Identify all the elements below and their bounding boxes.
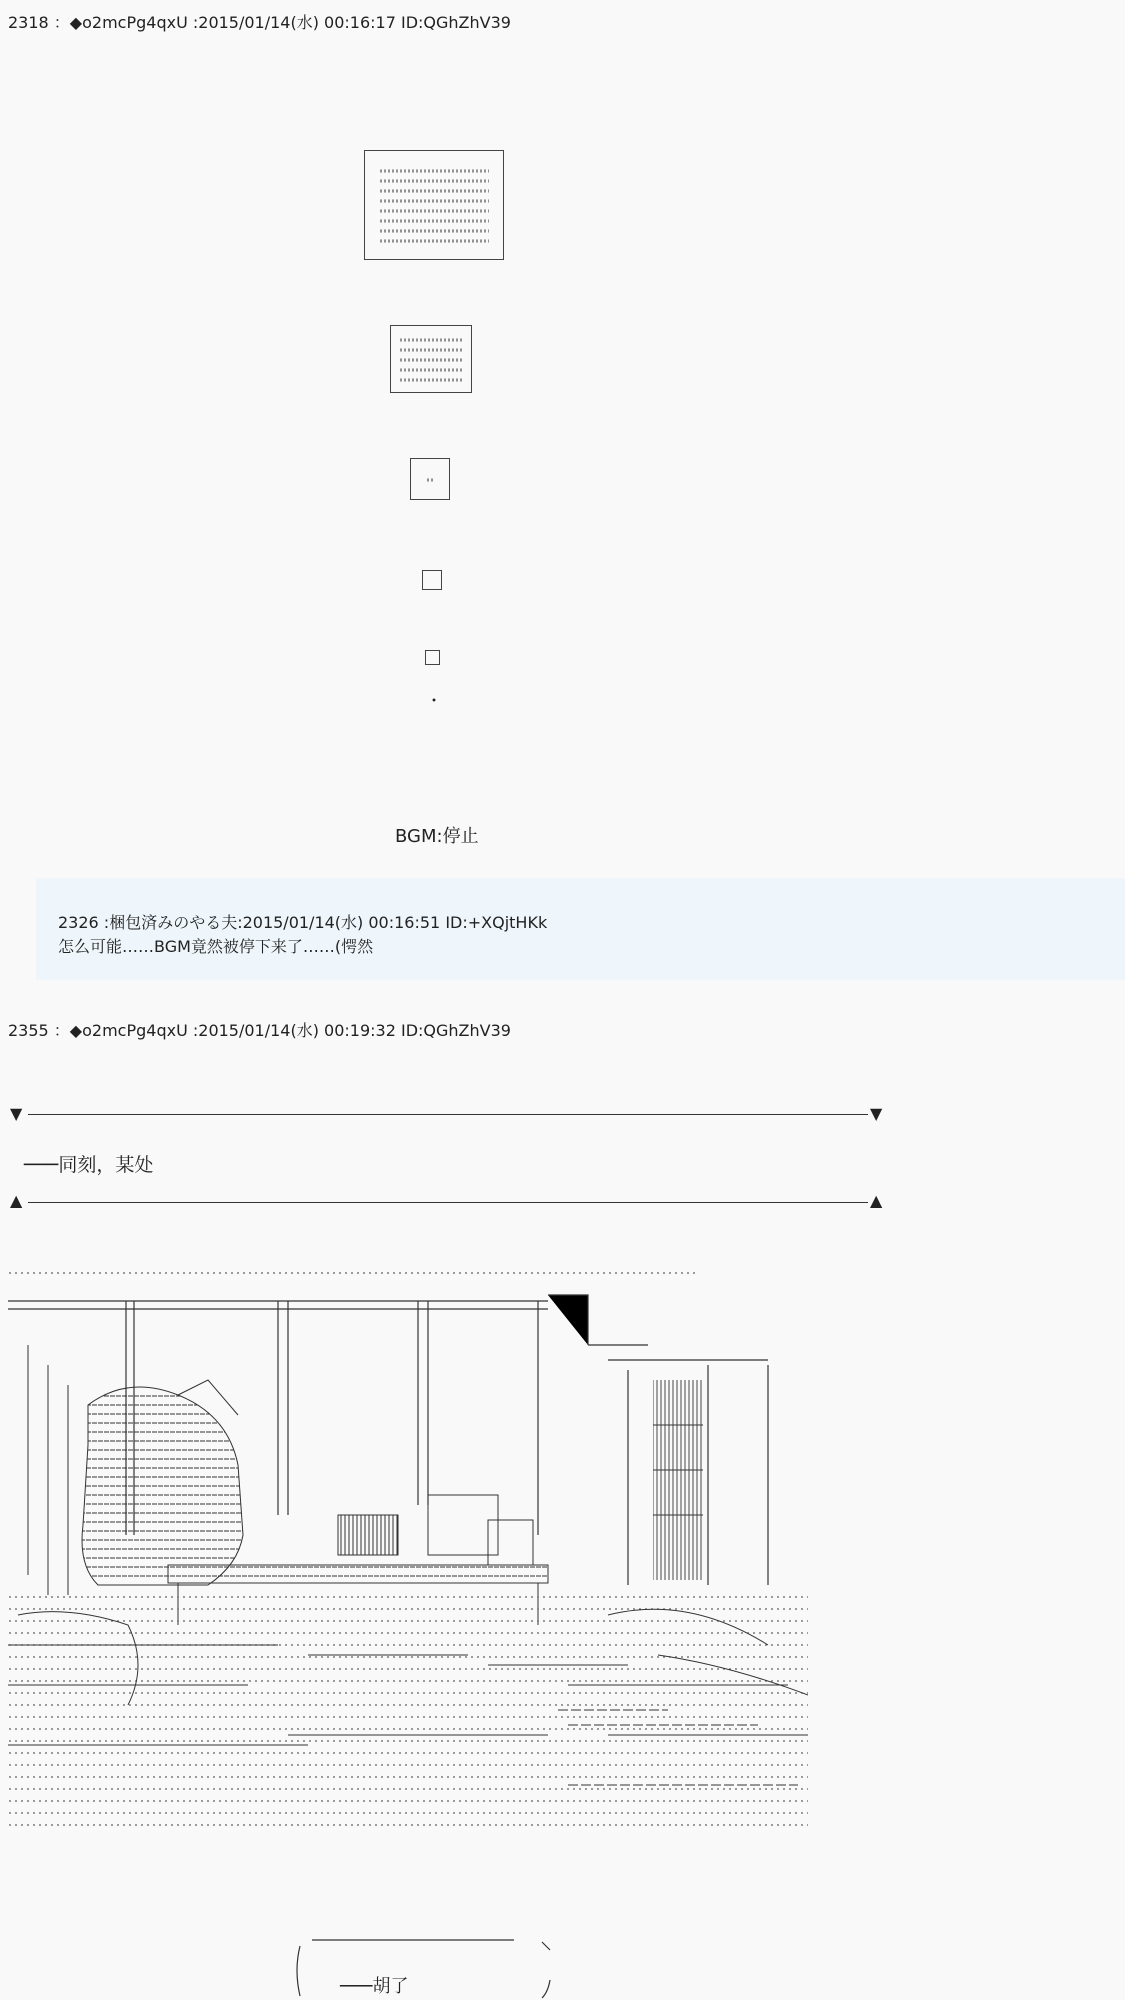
bubble-text: ───胡了 [340,1976,409,1997]
arrow-up-right: ▲ [870,1191,883,1210]
reply-post-2326 [36,878,1125,980]
divider-bottom [28,1202,868,1203]
shrinking-box-small [410,458,450,500]
arrow-up-left: ▲ [10,1191,23,1210]
ascii-art-room-scene [8,1265,808,1835]
scene-caption: ───同刻，某处 [24,1154,154,1176]
divider-top [28,1114,868,1115]
speech-bubble [292,1930,562,2000]
shrinking-box-tiny [422,570,442,590]
post-header-2318: 2318 ：◆o2mcPg4qxU :2015/01/14(水) 00:16:17 ID:QGhZhV39 [8,13,511,32]
reply-header: 2326 :梱包済みのやる夫:2015/01/14(水) 00:16:51 ID:+XQjtHKk [58,913,548,932]
shrinking-box-medium [390,325,472,393]
post-header-2355: 2355 ：◆o2mcPg4qxU :2015/01/14(水) 00:19:32 ID:QGhZhV39 [8,1021,511,1040]
shrinking-box-large [364,150,504,260]
reply-body: 怎么可能……BGM竟然被停下来了……(愕然 [58,937,374,956]
arrow-down-left: ▼ [10,1104,23,1123]
vanishing-dot: ・ [426,691,443,710]
speech-bubble-outline [292,1930,562,2000]
bgm-status: BGM:停止 [395,826,479,847]
arrow-down-right: ▼ [870,1104,883,1123]
ascii-art-drawing [8,1265,808,1835]
shrinking-box-tiniest [425,650,440,665]
